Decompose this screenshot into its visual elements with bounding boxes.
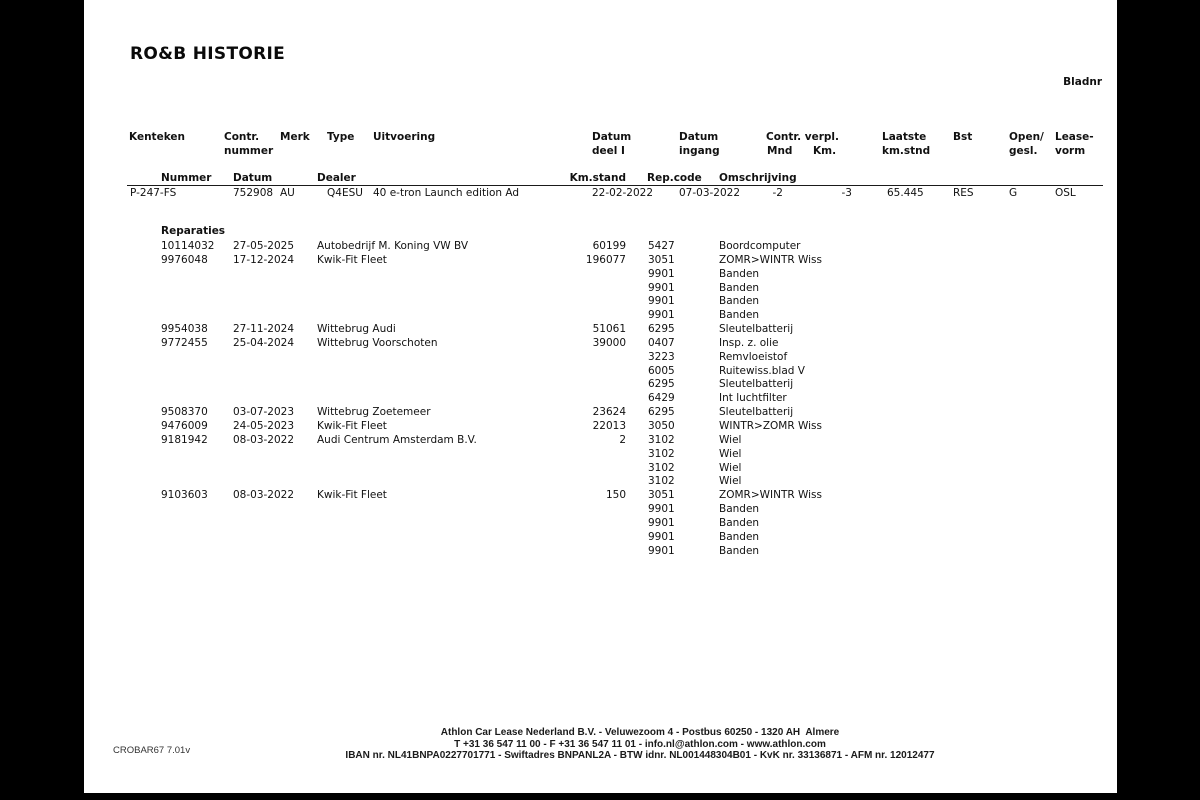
table-row — [0, 365, 1200, 379]
program-version-label: CROBAR67 7.01v — [113, 745, 191, 756]
repair-code: 9901 — [648, 309, 675, 322]
footer — [140, 727, 1140, 762]
repair-description: Banden — [719, 516, 760, 529]
repair-description: ZOMR>WINTR Wiss — [719, 253, 823, 266]
repair-number: 9508370 — [161, 406, 208, 419]
header-divider-line — [127, 185, 1103, 186]
table-row — [0, 295, 1200, 309]
repair-dealer: Kwik-Fit Fleet — [317, 419, 387, 432]
repair-dealer: Wittebrug Audi — [317, 323, 396, 336]
repair-description: WINTR>ZOMR Wiss — [719, 419, 823, 432]
bladnr-label: Bladnr — [1063, 76, 1102, 88]
table-row — [0, 448, 1200, 462]
col-header-mnd: Mnd — [767, 144, 793, 157]
repair-number: 9976048 — [161, 253, 208, 266]
repair-date: 25-04-2024 — [233, 336, 295, 349]
table-row — [0, 337, 1200, 351]
repair-dealer: Audi Centrum Amsterdam B.V. — [317, 433, 477, 446]
repair-description: Banden — [719, 295, 760, 308]
repair-km-stand: 22013 — [592, 419, 626, 432]
repair-km-stand: 150 — [605, 489, 626, 502]
repair-description: Wiel — [719, 433, 742, 446]
table-row — [0, 420, 1200, 434]
repair-number: 9954038 — [161, 323, 208, 336]
col-header-type: Type — [327, 131, 355, 143]
table-row — [0, 434, 1200, 448]
table-row — [0, 240, 1200, 254]
vehicle-kenteken: P-247-FS — [130, 187, 177, 199]
vehicle-merk: AU — [280, 187, 295, 199]
table-row — [0, 475, 1200, 489]
repair-code: 9901 — [648, 544, 675, 557]
vehicle-contract-row — [0, 187, 1200, 201]
repair-number: 9181942 — [161, 433, 208, 446]
repair-dealer: Kwik-Fit Fleet — [317, 489, 387, 502]
repair-dealer: Wittebrug Voorschoten — [317, 336, 438, 349]
repair-dealer: Wittebrug Zoetemeer — [317, 406, 431, 419]
table-row — [0, 462, 1200, 476]
table-row — [0, 392, 1200, 406]
vehicle-datum-ingang: 07-03-2022 — [679, 187, 741, 199]
repair-km-stand: 51061 — [592, 323, 626, 336]
repair-number: 9772455 — [161, 336, 208, 349]
repair-km-stand: 196077 — [585, 253, 626, 266]
vehicle-open-gesl: G — [1009, 187, 1018, 199]
vehicle-type: Q4ESU — [327, 187, 363, 199]
repair-description: ZOMR>WINTR Wiss — [719, 489, 823, 502]
repair-description: Int luchtfilter — [719, 392, 787, 405]
col-header-contr-verpl: Contr. verpl. — [766, 131, 839, 143]
repair-code: 9901 — [648, 267, 675, 280]
repair-description: Sleutelbatterij — [719, 378, 794, 391]
table-row — [0, 309, 1200, 323]
repair-km-stand: 2 — [619, 433, 626, 446]
table-row — [0, 517, 1200, 531]
table-row — [0, 378, 1200, 392]
col-header-open-gesl: Open/ gesl. — [1009, 131, 1044, 157]
repair-number: 9103603 — [161, 489, 208, 502]
table-row — [0, 545, 1200, 559]
repair-km-stand: 39000 — [592, 336, 626, 349]
repair-description: Remvloeistof — [719, 350, 788, 363]
col-header-dealer: Dealer — [317, 172, 356, 184]
vehicle-contr-verpl-km: -3 — [841, 187, 852, 199]
repair-description: Banden — [719, 267, 760, 280]
repair-code: 9901 — [648, 295, 675, 308]
repair-code: 9901 — [648, 516, 675, 529]
repair-code: 9901 — [648, 503, 675, 516]
table-row — [0, 254, 1200, 268]
repair-code: 5427 — [648, 240, 675, 252]
repair-description: Boordcomputer — [719, 240, 801, 252]
repair-description: Insp. z. olie — [719, 336, 779, 349]
col-header-merk: Merk — [280, 131, 310, 143]
repair-code: 3051 — [648, 253, 675, 266]
repair-description: Sleutelbatterij — [719, 323, 794, 336]
repair-code: 3102 — [648, 475, 675, 488]
repair-code: 3102 — [648, 433, 675, 446]
col-header-omschrijving: Omschrijving — [719, 172, 797, 184]
repair-code: 6005 — [648, 364, 675, 377]
col-header-datum: Datum — [233, 172, 273, 184]
col-header-kenteken: Kenteken — [129, 131, 185, 143]
repair-rows — [0, 240, 1200, 558]
repair-description: Wiel — [719, 461, 742, 474]
vehicle-bst: RES — [953, 187, 974, 199]
col-header-uitvoering: Uitvoering — [373, 131, 436, 143]
vehicle-contr-verpl-mnd: -2 — [772, 187, 783, 199]
repair-description: Banden — [719, 309, 760, 322]
vehicle-datum-deel-i: 22-02-2022 — [592, 187, 654, 199]
col-header-datum-ingang: Datum ingang — [679, 131, 720, 157]
repair-date: 08-03-2022 — [233, 489, 295, 502]
page-title: RO&B HISTORIE — [130, 44, 286, 64]
repair-code: 6295 — [648, 378, 675, 391]
footer-address-line: Athlon Car Lease Nederland B.V. - Veluwezoom 4 - Postbus 60250 - 1320 AH Almere — [440, 727, 840, 738]
repair-code: 0407 — [648, 336, 675, 349]
col-header-bst: Bst — [953, 131, 973, 143]
table-row — [0, 503, 1200, 517]
footer-registration-line: IBAN nr. NL41BNPA0227701771 - Swiftadres BNPANL2A - BTW idnr. NL001448304B01 - KvK nr. 33136871 - AFM nr. 12012477 — [345, 750, 935, 762]
vehicle-leasevorm: OSL — [1055, 187, 1076, 199]
repair-date: 27-11-2024 — [233, 323, 295, 336]
repair-km-stand: 23624 — [592, 406, 626, 419]
repair-code: 6295 — [648, 323, 675, 336]
footer-contact-line: T +31 36 547 11 00 - F +31 36 547 11 01 - info.nl@athlon.com - www.athlon.com — [454, 738, 826, 750]
col-header-nummer: Nummer — [161, 172, 212, 184]
repair-description: Ruitewiss.blad V — [719, 364, 805, 377]
repair-code: 6429 — [648, 392, 675, 405]
vehicle-laatste-kmstand: 65.445 — [887, 187, 924, 199]
table-row — [0, 406, 1200, 420]
repair-dealer: Kwik-Fit Fleet — [317, 253, 387, 266]
repair-number: 10114032 — [161, 240, 215, 252]
col-header-km: Km. — [813, 144, 837, 157]
repair-code: 3102 — [648, 461, 675, 474]
col-header-leasevorm: Lease- vorm — [1055, 131, 1094, 157]
repair-description: Banden — [719, 544, 760, 557]
table-row — [0, 323, 1200, 337]
table-row — [0, 531, 1200, 545]
table-row — [0, 282, 1200, 296]
repair-code: 6295 — [648, 406, 675, 419]
table-row — [0, 351, 1200, 365]
repair-code: 9901 — [648, 281, 675, 294]
table-row — [0, 489, 1200, 503]
repair-description: Banden — [719, 530, 760, 543]
repair-description: Banden — [719, 503, 760, 516]
repair-date: 27-05-2025 — [233, 240, 295, 252]
repair-description: Wiel — [719, 447, 742, 460]
repair-description: Banden — [719, 281, 760, 294]
col-header-datum-deel-i: Datum deel I — [592, 131, 632, 157]
repair-description: Wiel — [719, 475, 742, 488]
col-header-kmstand: Km.stand — [569, 172, 626, 184]
vehicle-uitvoering: 40 e-tron Launch edition Ad — [373, 187, 520, 199]
col-header-laatste-kmstnd: Laatste km.stnd — [882, 131, 931, 157]
repair-code: 3223 — [648, 350, 675, 363]
vehicle-contractnummer: 752908 — [233, 187, 274, 199]
repair-number: 9476009 — [161, 419, 208, 432]
repair-date: 03-07-2023 — [233, 406, 295, 419]
repair-code: 3102 — [648, 447, 675, 460]
repair-code: 3050 — [648, 419, 675, 432]
table-row — [0, 268, 1200, 282]
col-header-contr-nummer: Contr. nummer — [224, 131, 274, 157]
repair-km-stand: 60199 — [592, 240, 626, 252]
repair-dealer: Autobedrijf M. Koning VW BV — [317, 240, 469, 252]
repair-date: 24-05-2023 — [233, 419, 295, 432]
col-header-repcode: Rep.code — [647, 172, 702, 184]
repair-date: 17-12-2024 — [233, 253, 295, 266]
repair-code: 9901 — [648, 530, 675, 543]
repair-description: Sleutelbatterij — [719, 406, 794, 419]
repair-date: 08-03-2022 — [233, 433, 295, 446]
reparaties-section-label: Reparaties — [161, 225, 226, 237]
repair-code: 3051 — [648, 489, 675, 502]
